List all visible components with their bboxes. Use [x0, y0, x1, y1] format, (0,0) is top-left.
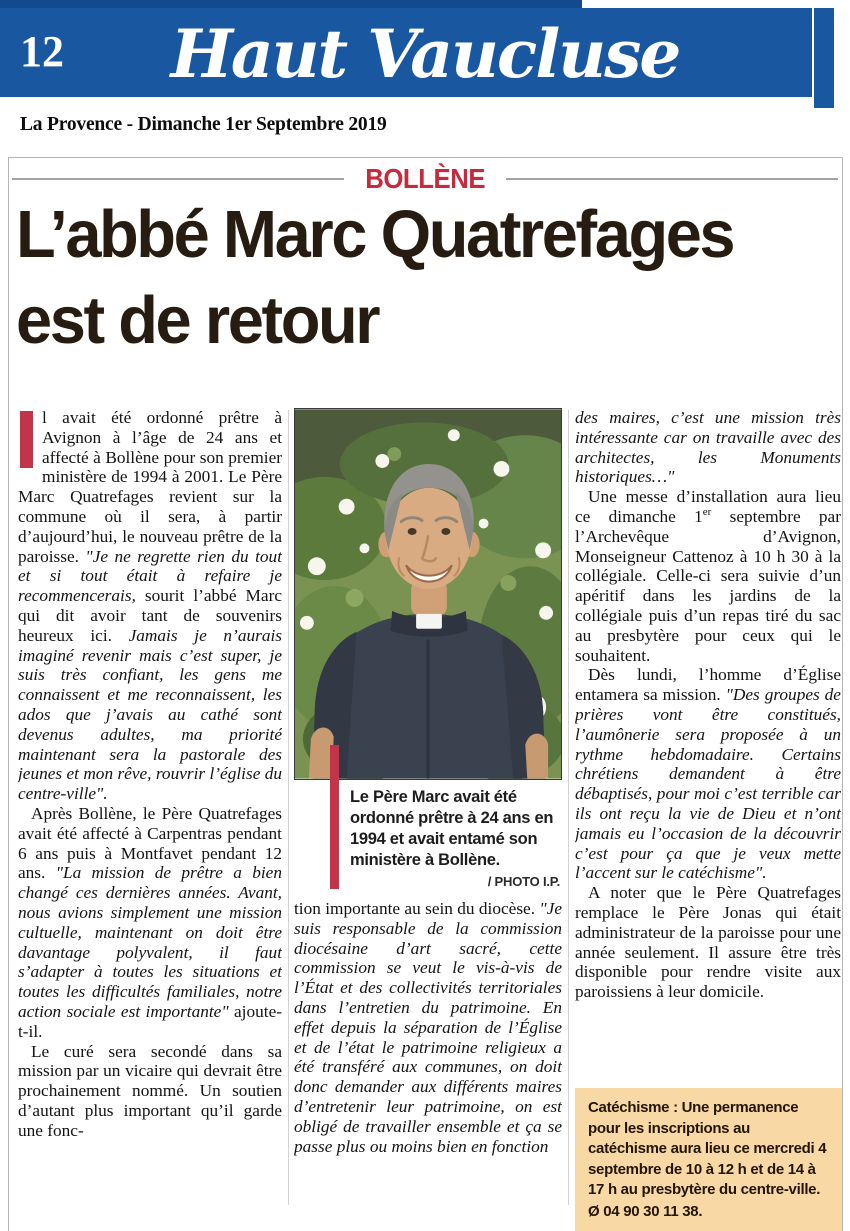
kicker-label: BOLLÈNE [365, 163, 485, 194]
text-segment: Après Bollène, le Père Quatrefages avait été affecté à Carpentras pendant 6 ans puis à Montfavet pendant 12 ans. [18, 803, 282, 883]
text-segment: ajoute-t-il. [18, 1001, 282, 1041]
photo-caption: Le Père Marc avait été ordonné prêtre à 24 ans en 1994 et avait entamé son ministère à Bollène. [350, 788, 554, 869]
column-rule [288, 410, 289, 1205]
photo-caption-block [294, 787, 562, 889]
paragraph [18, 804, 282, 1042]
paragraph [575, 408, 841, 487]
kicker-rule-right [506, 178, 838, 180]
text-segment: "Je ne regrette rien du tout et si tout était à refaire je recommencerais, [18, 546, 282, 606]
text-segment: tion importante au sein du diocèse. [294, 899, 540, 918]
text-segment: Une messe d’installation aura lieu ce dimanche 1 [575, 487, 841, 526]
header-banner [0, 8, 812, 97]
phone-icon: Ø [588, 1202, 600, 1220]
headline-line-2: est de retour [16, 283, 379, 358]
text-segment: "Des groupes de prières vont être constitués, l’aumônerie sera proposée à un rythme hebdomadaire. Certains chrétiens demandent à être débaptisés, pour moi c’est terrible car ils ont reçu la vie de Dieu et n’ont jamais eu l’occasion de la découvrir c’est pour ça que je veux mette l’accent sur le catéchisme". [575, 685, 841, 883]
infobox-catechisme [575, 1088, 842, 1231]
section-title: Haut Vaucluse [170, 15, 680, 93]
article-column [18, 408, 282, 1206]
photo-credit: / PHOTO I.P. [487, 874, 560, 889]
paragraph [18, 1042, 282, 1141]
text-segment: er [702, 506, 712, 519]
paragraph [575, 883, 841, 1002]
text-segment: septembre par l’Archevêque d’Avignon, Monseigneur Cattenoz à 10 h 30 à la collégiale. Celle-ci sera suivie d’un apéritif dans les jardins de la collégiale puis d’un repas tiré du sac au presbytère pour ceux qui le souhaitent. [575, 506, 841, 665]
text-segment: "La mission de prêtre a bien changé ces dernières années. Avant, nous avions simplement une mission cultuelle, maintenant on doit être davantage polyvalent, il faut s’adapter à toutes les situations et toutes les difficultés familiales, notre action sociale est importante" [18, 863, 282, 1021]
text-segment: sourit l’abbé Marc qui dit avoir tant de souvenirs heureux ici. [18, 586, 282, 645]
kicker-row [12, 163, 838, 195]
photo-priest [294, 408, 562, 780]
text-segment: "Je suis responsable de la commission diocésaine d’art sacré, cette commission se veut le vis-à-vis de l’État et des collectivités territoriales dans l’entretien du patrimoine. En effet depuis la séparation de l’Église et de l’état le patrimoine religieux a été transféré aux communes, on doit donc demander aux différents maires d’entretenir leur patrimoine, on est obligé de travailler ensemble et ça se passe plus ou moins bien en fonction [294, 899, 562, 1156]
text-segment: Dès lundi, l’homme d’Église entamera sa mission. [575, 665, 841, 705]
paragraph [294, 899, 562, 1156]
article-column [294, 899, 562, 1156]
infobox-phone-line [588, 1202, 829, 1223]
headline [16, 192, 819, 364]
dateline: La Provence - Dimanche 1er Septembre 2019 [20, 114, 387, 135]
kicker-rule-left [12, 178, 344, 180]
article-column-middle [294, 408, 562, 1208]
text-segment: l avait été ordonné prêtre à Avignon à l’âge de 24 ans et affecté à Bollène pour son premier ministère de 1994 à 2001. Le Père Marc Quatrefages revient sur la commune où il sera, à partir d’aujourd’hui, le nouveau prêtre de la paroisse. [18, 408, 282, 566]
paragraph [18, 408, 282, 804]
text-segment: des maires, c’est une mission très intéressante car on travaille avec des architectes, les Monuments historiques…" [575, 408, 841, 487]
paragraph [575, 487, 841, 665]
banner-right-tab [814, 8, 834, 108]
infobox-text: Catéchisme : Une permanence pour les inscriptions au catéchisme aura lieu ce mercredi 4 septembre de 10 à 12 h et de 14 à 17 h au presbytère du centre-ville. [588, 1099, 827, 1198]
text-segment: Jamais je n’aurais imaginé revenir mais c’est super, je suis très confiant, les gens me connaissent et me reconnaissent, les ados que j’avais au cathé sont devenus adultes, ma priorité maintenant sera la pastorale des jeunes et mon rêve, rouvrir l’église du centre-ville". [18, 625, 282, 804]
article-column [575, 408, 841, 1072]
drop-cap [20, 411, 33, 468]
page-number: 12 [20, 27, 64, 76]
column-rule [568, 410, 569, 1205]
caption-accent-bar [330, 745, 339, 889]
headline-line-1: L’abbé Marc Quatrefages [16, 197, 734, 272]
infobox-phone-number: 04 90 30 11 38. [603, 1202, 703, 1220]
paragraph [575, 665, 841, 883]
text-segment: A noter que le Père Quatrefages remplace le Père Jonas qui était administrateur de la paroisse pour une année seulement. Il assure être très disponible pour rendre visite aux paroissiens à leur domicile. [575, 883, 841, 1002]
text-segment: Le curé sera secondé dans sa mission par un vicaire qui devrait être prochainement nommé. Un soutien d’autant plus important qu’il garde une fonc- [18, 1041, 282, 1140]
